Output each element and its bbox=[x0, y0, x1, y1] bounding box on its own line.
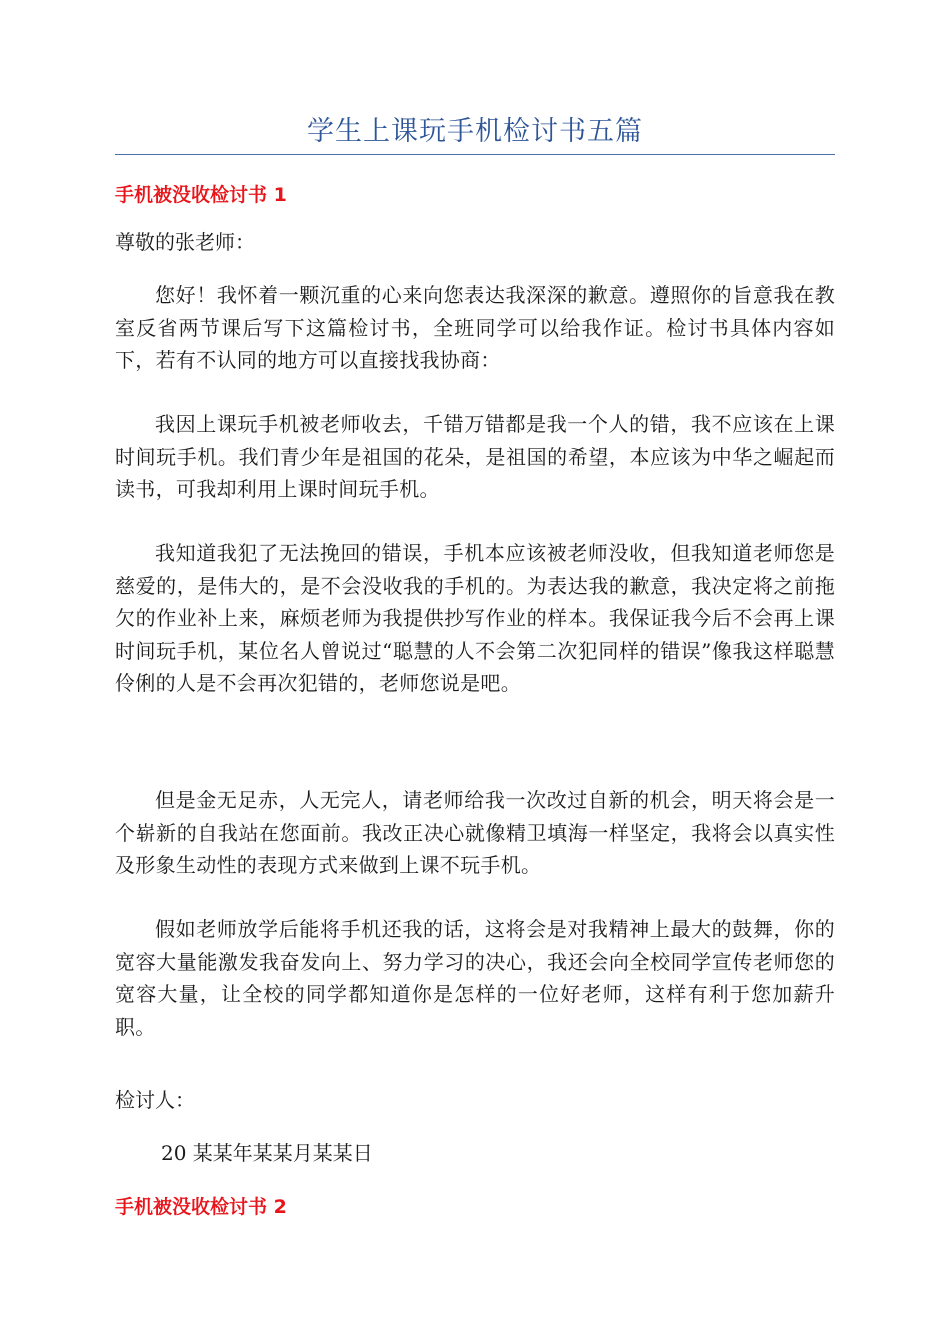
paragraph-4: 但是金无足赤，人无完人，请老师给我一次改过自新的机会，明天将会是一个崭新的自我站在您面前。我改正决心就像精卫填海一样坚定，我将会以真实性及形象生动性的表现方式来做到上课不玩手机。 bbox=[115, 788, 835, 877]
salutation: 尊敬的张老师： bbox=[115, 230, 255, 254]
paragraph-5: 假如老师放学后能将手机还我的话，这将会是对我精神上最大的鼓舞，你的宽容大量能激发我奋发向上、努力学习的决心，我还会向全校同学宣传老师您的宽容大量，让全校的同学都知道你是怎样的一位好老师，这样有利于您加薪升职。 bbox=[115, 917, 835, 1039]
date-line: 20 某某年某某月某某日 bbox=[161, 1141, 373, 1165]
section-heading-1: 手机被没收检讨书 1 bbox=[115, 184, 287, 206]
document-title: 学生上课玩手机检讨书五篇 bbox=[307, 116, 643, 147]
paragraph-2: 我因上课玩手机被老师收去，千错万错都是我一个人的错，我不应该在上课时间玩手机。我们青少年是祖国的花朵，是祖国的希望，本应该为中华之崛起而读书，可我却利用上课时间玩手机。 bbox=[115, 412, 835, 501]
section-heading-2: 手机被没收检讨书 2 bbox=[115, 1196, 287, 1218]
signer-label: 检讨人： bbox=[115, 1088, 195, 1112]
paragraph-3: 我知道我犯了无法挽回的错误，手机本应该被老师没收，但我知道老师您是慈爱的，是伟大的，是不会没收我的手机的。为表达我的歉意，我决定将之前拖欠的作业补上来，麻烦老师为我提供抄写作业的样本。我保证我今后不会再上课时间玩手机，某位名人曾说过“聪慧的人不会第二次犯同样的错误”像我这样聪慧伶俐的人是不会再次犯错的，老师您说是吧。 bbox=[115, 541, 835, 695]
paragraph-1: 您好！我怀着一颗沉重的心来向您表达我深深的歉意。遵照你的旨意我在教室反省两节课后写下这篇检讨书，全班同学可以给我作证。检讨书具体内容如下，若有不认同的地方可以直接找我协商： bbox=[115, 283, 835, 372]
title-underline bbox=[115, 154, 835, 155]
